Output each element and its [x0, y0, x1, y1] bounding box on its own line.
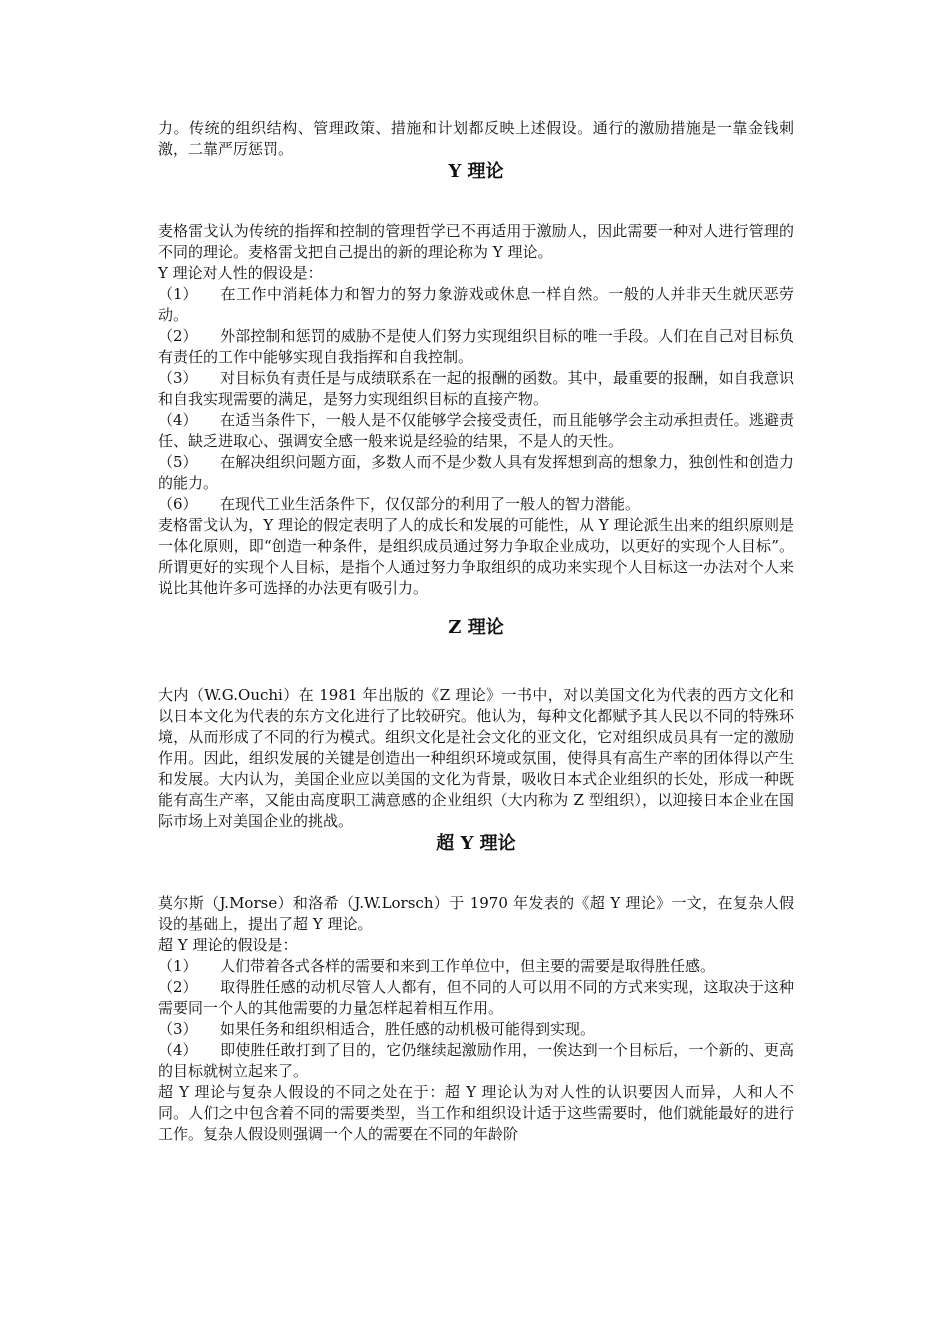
- item-number: （3）: [158, 369, 198, 387]
- item-number: （5）: [158, 453, 198, 471]
- item-number: （6）: [158, 495, 198, 513]
- super-y-theory-conclusion: 超 Y 理论与复杂人假设的不同之处在于：超 Y 理论认为对人性的认识要因人而异，人和人不同。人们之中包含着不同的需要类型，当工作和组织设计适于这些需要时，他们就能最好的进行工作。复杂人假设则强调一个人的需要在不同的年龄阶: [158, 1083, 794, 1143]
- super-y-theory-paragraph: 莫尔斯（J.Morse）和洛希（J.W.Lorsch）于 1970 年发表的《超 Y 理论》一文，在复杂人假设的基础上，提出了超 Y 理论。: [158, 894, 794, 933]
- y-theory-item: [158, 452, 794, 494]
- y-theory-paragraph: 麦格雷戈认为传统的指挥和控制的管理哲学已不再适用于激励人，因此需要一种对人进行管理的不同的理论。麦格雷戈把自己提出的新的理论称为 Y 理论。: [158, 222, 794, 261]
- super-y-theory-item: [158, 1019, 794, 1040]
- z-theory-heading: Z 理论: [448, 617, 504, 638]
- item-text: 人们带着各式各样的需要和来到工作单位中，但主要的需要是取得胜任感。: [220, 957, 716, 975]
- item-text: 在现代工业生活条件下，仅仅部分的利用了一般人的智力潜能。: [220, 495, 641, 513]
- y-theory-conclusion: 麦格雷戈认为，Y 理论的假定表明了人的成长和发展的可能性，从 Y 理论派生出来的组织原则是一体化原则，即“创造一种条件，是组织成员通过努力争取企业成功，以更好的实现个人目标”。所谓更好的实现个人目标，是指个人通过努力争取组织的成功来实现个人目标这一办法对个人来说比其他许多可选择的办法更有吸引力。: [158, 516, 794, 597]
- item-number: （4）: [158, 411, 198, 429]
- y-theory-item: [158, 284, 794, 326]
- item-number: （2）: [158, 327, 198, 345]
- item-text: 在解决组织问题方面，多数人而不是少数人具有发挥想到高的想象力，独创性和创造力的能力。: [158, 453, 794, 492]
- item-number: （4）: [158, 1041, 198, 1059]
- super-y-theory-item: [158, 1040, 794, 1082]
- y-theory-heading: Y 理论: [448, 161, 504, 182]
- intro-tail-paragraph: 力。传统的组织结构、管理政策、措施和计划都反映上述假设。通行的激励措施是一靠金钱刺激，二靠严厉惩罚。: [158, 119, 794, 158]
- y-theory-item: [158, 410, 794, 452]
- item-text: 在适当条件下，一般人是不仅能够学会接受责任，而且能够学会主动承担责任。逃避责任、缺乏进取心、强调安全感一般来说是经验的结果，不是人的天性。: [158, 411, 794, 450]
- item-text: 外部控制和惩罚的威胁不是使人们努力实现组织目标的唯一手段。人们在自己对目标负有责任的工作中能够实现自我指挥和自我控制。: [158, 327, 794, 366]
- super-y-theory-assumption-intro: 超 Y 理论的假设是：: [158, 936, 298, 954]
- item-number: （3）: [158, 1020, 198, 1038]
- item-text: 对目标负有责任是与成绩联系在一起的报酬的函数。其中，最重要的报酬，如自我意识和自我实现需要的满足，是努力实现组织目标的直接产物。: [158, 369, 794, 408]
- super-y-theory-item: [158, 977, 794, 1019]
- y-theory-item: [158, 326, 794, 368]
- document-page: [158, 118, 794, 1145]
- super-y-theory-heading: 超 Y 理论: [436, 833, 516, 854]
- item-number: （1）: [158, 285, 198, 303]
- y-theory-assumption-intro: Y 理论对人性的假设是：: [158, 264, 323, 282]
- super-y-theory-item: [158, 956, 794, 977]
- item-number: （1）: [158, 957, 198, 975]
- item-text: 在工作中消耗体力和智力的努力象游戏或休息一样自然。一般的人并非天生就厌恶劳动。: [158, 285, 794, 324]
- item-text: 取得胜任感的动机尽管人人都有，但不同的人可以用不同的方式来实现，这取决于这种需要同一个人的其他需要的力量怎样起着相互作用。: [158, 978, 794, 1017]
- z-theory-paragraph: 大内（W.G.Ouchi）在 1981 年出版的《Z 理论》一书中，对以美国文化为代表的西方文化和以日本文化为代表的东方文化进行了比较研究。他认为，每种文化都赋予其人民以不同的特殊环境，从而形成了不同的行为模式。组织文化是社会文化的亚文化，它对组织成员具有一定的激励作用。因此，组织发展的关键是创造出一种组织环境或氛围，使得具有高生产率的团体得以产生和发展。大内认为，美国企业应以美国的文化为背景，吸收日本式企业组织的长处，形成一种既能有高生产率，又能由高度职工满意感的企业组织（大内称为 Z 型组织），以迎接日本企业在国际市场上对美国企业的挑战。: [158, 686, 794, 830]
- item-text: 如果任务和组织相适合，胜任感的动机极可能得到实现。: [220, 1020, 596, 1038]
- y-theory-item: [158, 368, 794, 410]
- item-number: （2）: [158, 978, 198, 996]
- item-text: 即使胜任敢打到了目的，它仍继续起激励作用，一俟达到一个目标后，一个新的、更高的目标就树立起来了。: [158, 1041, 794, 1080]
- y-theory-item: [158, 494, 794, 515]
